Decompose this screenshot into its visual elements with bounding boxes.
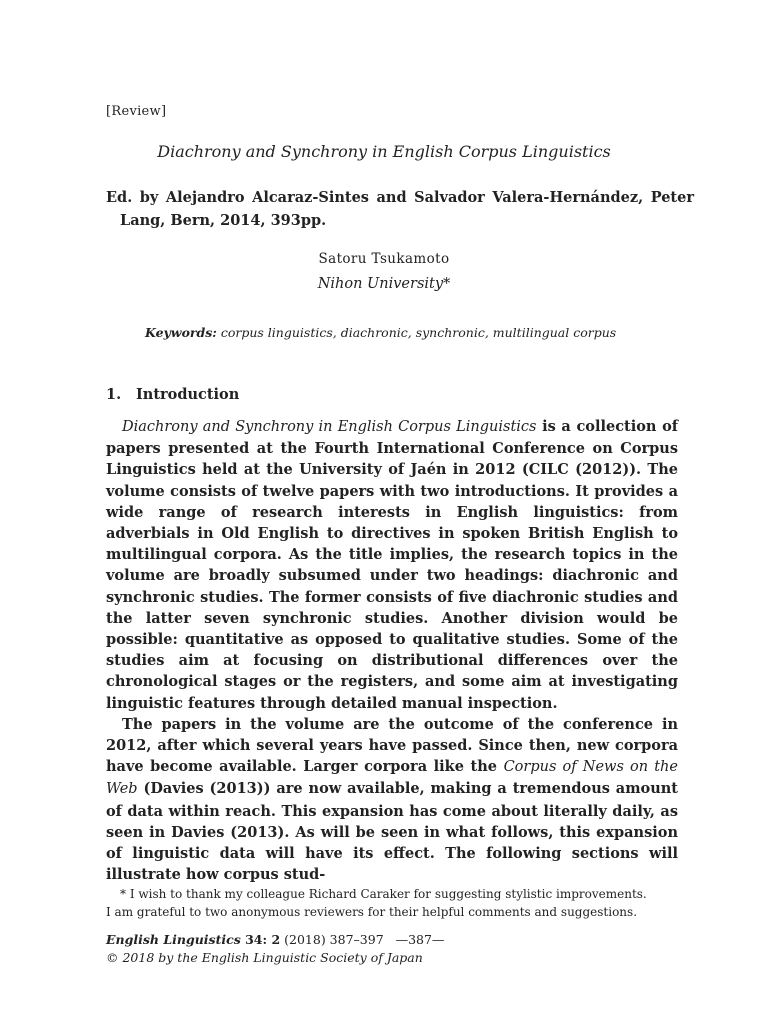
journal-name: English Linguistics: [106, 932, 241, 947]
review-title: Diachrony and Synchrony in English Corpus Linguistics: [157, 142, 611, 161]
section-number: 1.: [106, 386, 122, 403]
bibliographic-info: Ed. by Alejandro Alcaraz-Sintes and Salvador Valera-Hernández, Peter Lang, Bern, 2014, 393pp.: [106, 189, 694, 229]
paragraph-2-text-after: (Davies (2013)) are now available, making a tremendous amount of data within reach. This expansion has come about literally daily, as seen in Davies (2013). As will be seen in what follows, this expansion of linguistic data will have its effect. The following sections will illustrate how corpus stud-: [106, 780, 678, 884]
journal-volume: 34: 2: [240, 932, 281, 947]
footnote: [106, 885, 678, 921]
paragraph-2: [106, 714, 678, 886]
copyright-symbol: ©: [106, 950, 119, 965]
footnote-line-1: * I wish to thank my colleague Richard Caraker for suggesting stylistic improvements.: [120, 887, 647, 901]
review-tag: [Review]: [106, 104, 167, 119]
journal-year-pages: (2018) 387–397: [280, 932, 384, 947]
copyright-line: [106, 950, 423, 965]
keywords-label: Keywords:: [145, 325, 217, 340]
section-title: Introduction: [136, 386, 240, 403]
keywords-text: corpus linguistics, diachronic, synchronic, multilingual corpus: [216, 325, 617, 340]
section-heading: [106, 386, 239, 403]
paragraph-1: [106, 416, 678, 714]
journal-citation: [106, 932, 444, 947]
paragraph-2-text-before: The papers in the volume are the outcome of the conference in 2012, after which several years have passed. Since then, new corpora have become available. Larger corpora like the: [106, 715, 678, 776]
keywords-line: [145, 325, 616, 340]
author-affiliation: Nihon University*: [317, 276, 451, 292]
body-text: [106, 416, 678, 885]
page-number: —387—: [395, 932, 445, 947]
corpus-name-reference: Corpus of News on the Web: [106, 759, 678, 798]
copyright-text: 2018 by the English Linguistic Society of Japan: [118, 950, 423, 965]
book-title-reference: Diachrony and Synchrony in English Corpus Linguistics: [122, 419, 537, 435]
author-name: Satoru Tsukamoto: [318, 251, 450, 267]
paragraph-1-text: is a collection of papers presented at the Fourth International Conference on Corpus Linguistics held at the University of Jaén in 2012 (CILC (2012)). The volume consists of twelve papers with two introductions. It provides a wide range of research interests in English linguistics: from adverbials in Old English to directives in spoken British English to multilingual corpora. As the title implies, the research topics in the volume are broadly subsumed under two headings: diachronic and synchronic studies. The former consists of five diachronic studies and the latter seven synchronic studies. Another division would be possible: quantitative as opposed to qualitative studies. Some of the studies aim at focusing on distributional differences over the chronological stages or the registers, and some aim at investigating linguistic features through detailed manual inspection.: [106, 418, 678, 712]
footnote-line-2: I am grateful to two anonymous reviewers for their helpful comments and suggestions.: [106, 905, 638, 919]
